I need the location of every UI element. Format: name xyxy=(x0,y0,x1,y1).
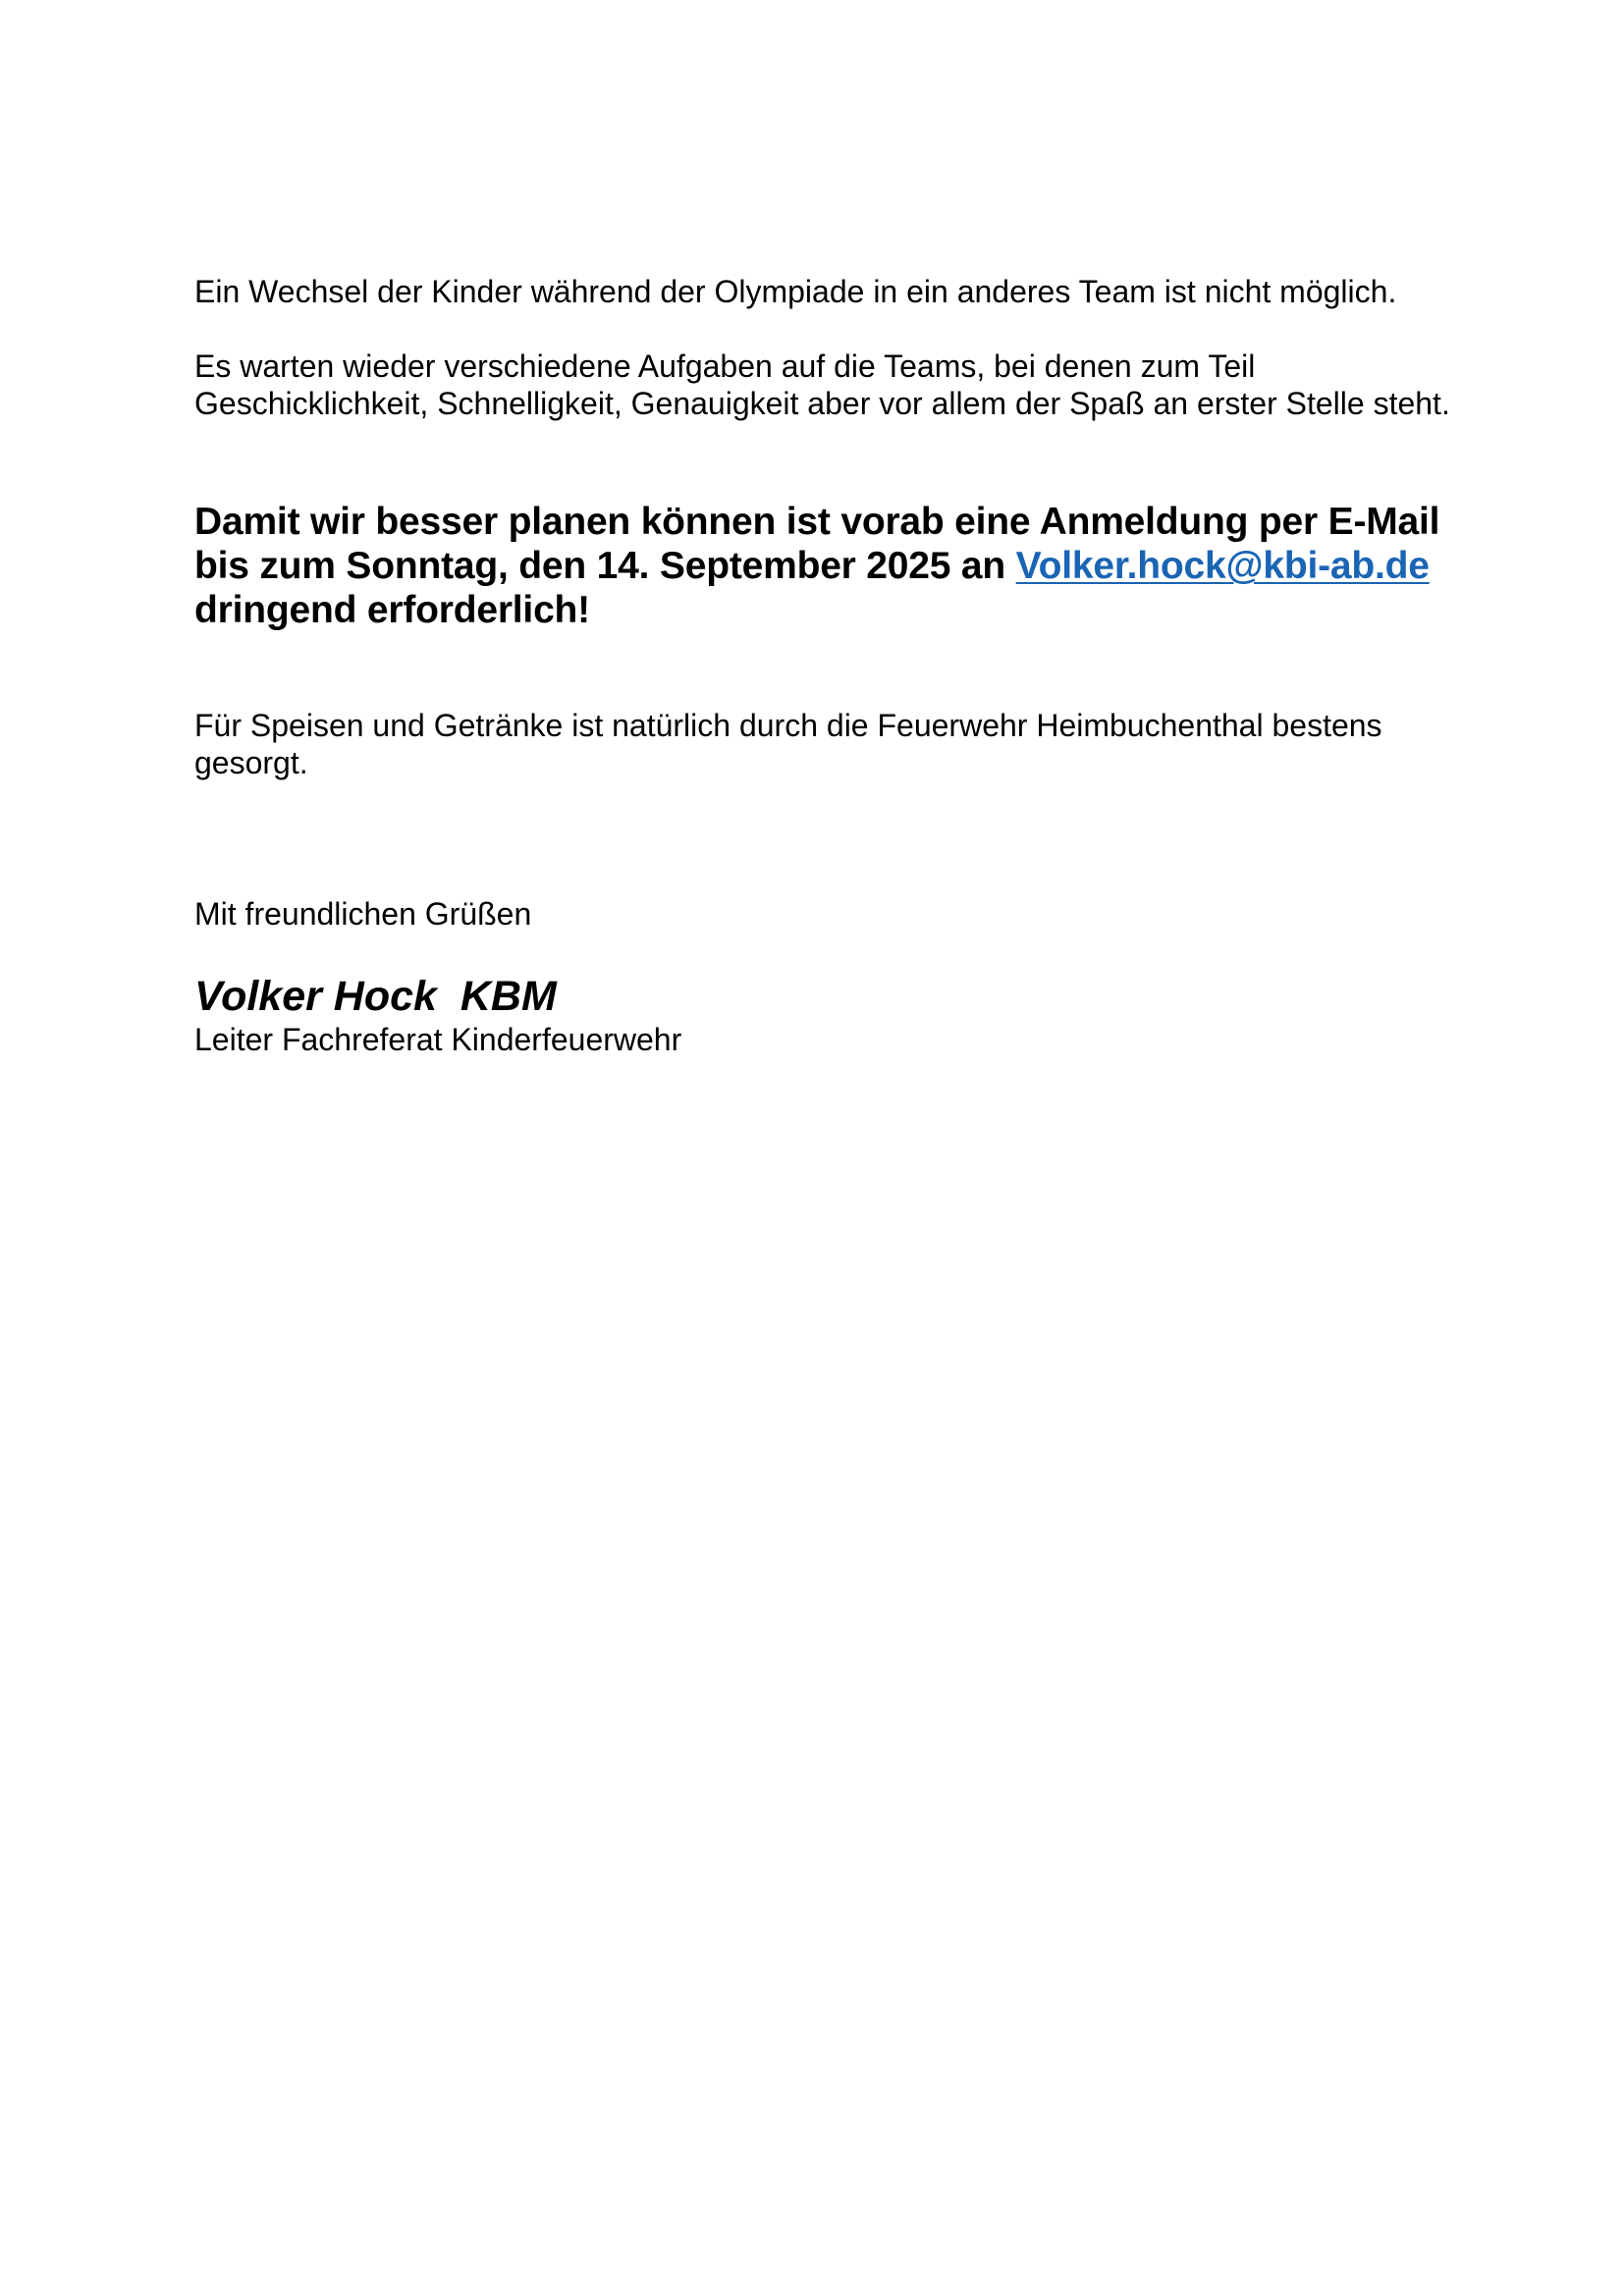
registration-notice-text-after: dringend erforderlich! xyxy=(194,589,590,631)
paragraph-catering: Für Speisen und Getränke ist natürlich durch die Feuerwehr Heimbuchenthal bestens gesorgt. xyxy=(194,708,1382,780)
paragraph-team-change: Ein Wechsel der Kinder während der Olympiade in ein anderes Team ist nicht möglich. xyxy=(194,274,1397,309)
email-link[interactable]: Volker.hock@kbi-ab.de xyxy=(1015,545,1430,587)
closing-greeting: Mit freundlichen Grüßen xyxy=(194,896,532,932)
signatory-name: Volker Hock KBM xyxy=(194,973,557,1020)
paragraph-tasks: Es warten wieder verschiedene Aufgaben auf die Teams, bei denen zum Teil Geschicklichkeit, Schnelligkeit, Genauigkeit aber vor allem der Spaß an erster Stelle steht. xyxy=(194,348,1450,421)
registration-notice-text-before: Damit wir besser planen können ist vorab eine Anmeldung per E-Mail bis zum Sonntag, den 14. September 2025 an xyxy=(194,501,1440,587)
registration-notice xyxy=(194,500,1471,632)
signatory-role: Leiter Fachreferat Kinderfeuerwehr xyxy=(194,1022,682,1057)
